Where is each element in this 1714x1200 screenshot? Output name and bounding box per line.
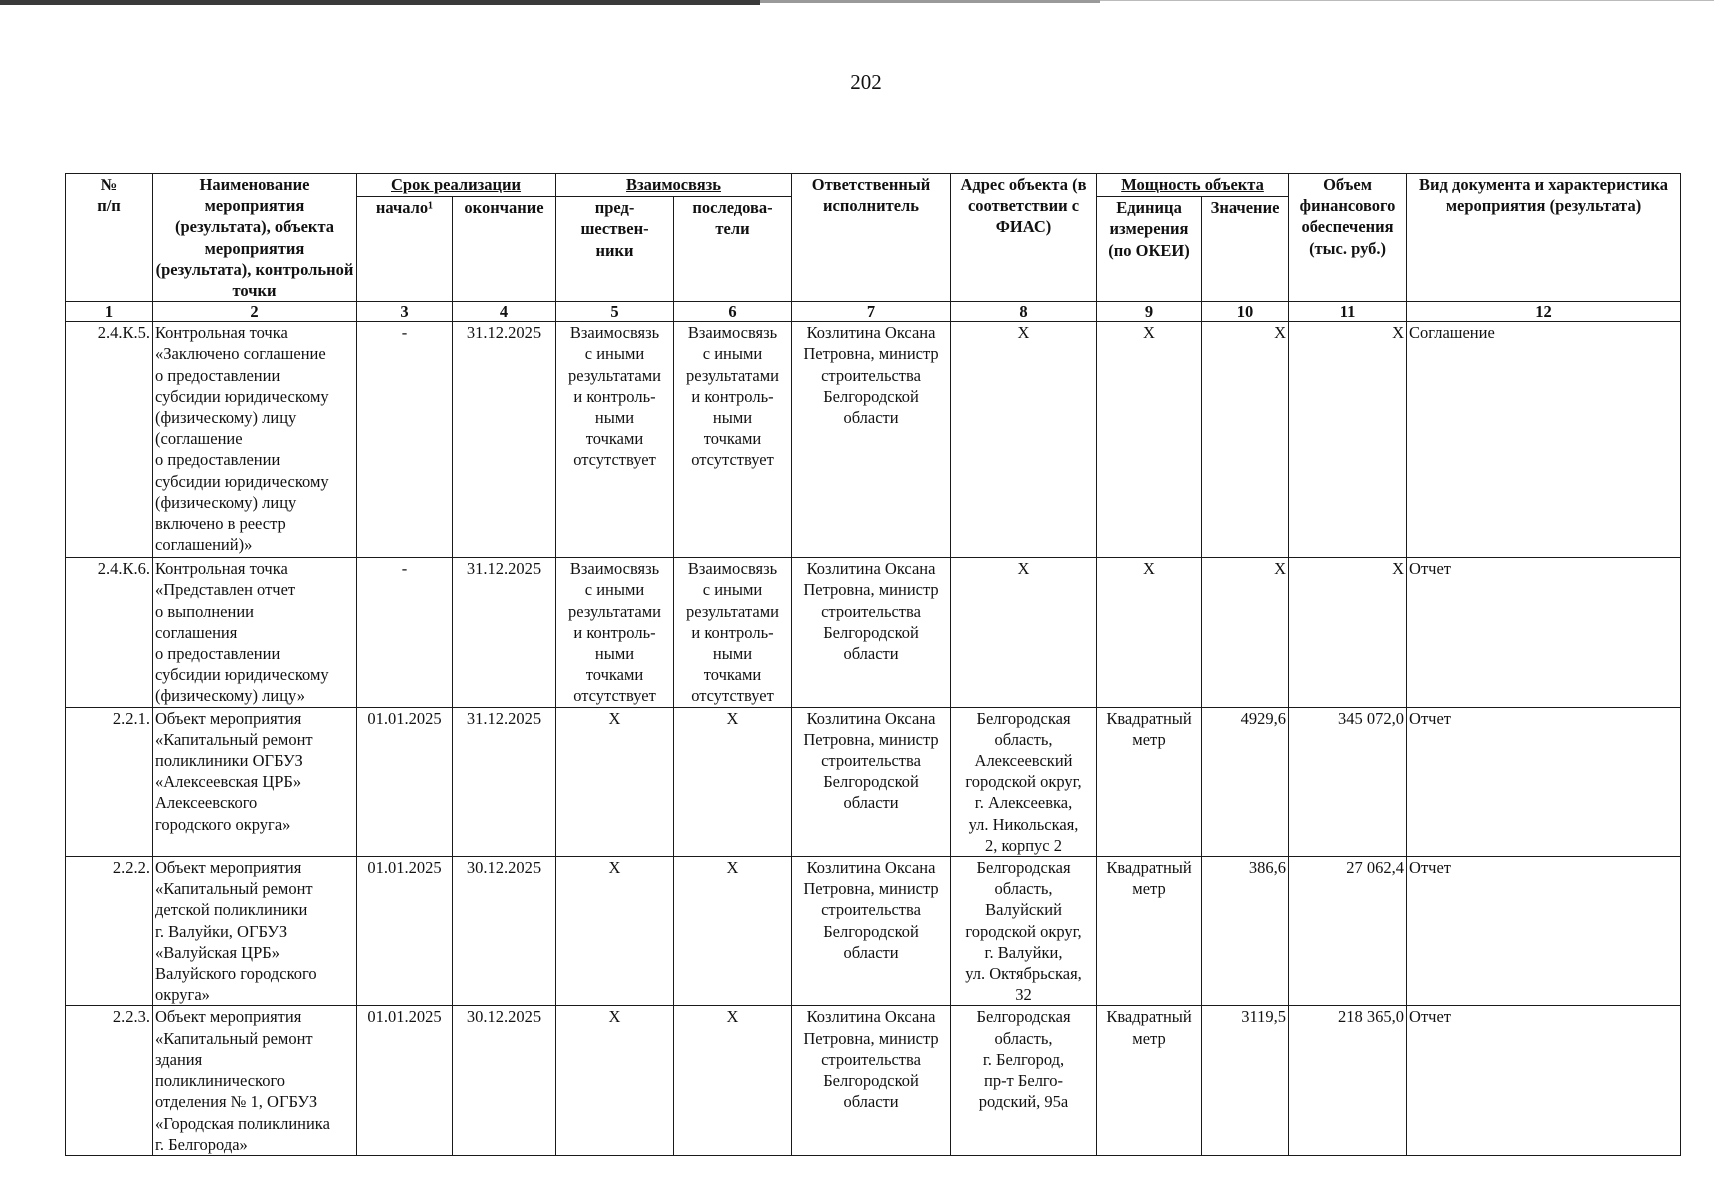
cell-value: Х [1202,558,1289,707]
cell-responsible: Козлитина Оксана Петровна, министр строительства Белгородской области [792,707,951,856]
header-start: начало¹ [357,197,453,302]
header-relation [556,174,792,197]
cell-start: 01.01.2025 [357,1006,453,1155]
table-row [66,857,1681,1006]
cell-start: 01.01.2025 [357,707,453,856]
cell-doc: Отчет [1407,1006,1681,1155]
cell-address: Белгородская область, Алексеевский городской округ, г. Алексеевка, ул. Никольская, 2, корпус 2 [951,707,1097,856]
cell-start: 01.01.2025 [357,857,453,1006]
page-number: 202 [850,70,882,94]
cell-pred: Взаимосвязь с иными результатами и контроль- ными точками отсутствует [556,558,674,707]
column-number: 12 [1407,302,1681,322]
header-unit: Единица измерения (по ОКЕИ) [1097,197,1202,302]
cell-unit: Квадратный метр [1097,857,1202,1006]
cell-responsible: Козлитина Оксана Петровна, министр строительства Белгородской области [792,1006,951,1155]
header-end: окончание [453,197,556,302]
cell-doc: Соглашение [1407,322,1681,558]
column-number: 3 [357,302,453,322]
cell-succ: Х [674,1006,792,1155]
column-number: 7 [792,302,951,322]
cell-end: 30.12.2025 [453,1006,556,1155]
cell-pred: Х [556,707,674,856]
header-responsible: Ответственный исполнитель [792,174,951,302]
header-capacity-label: Мощность объекта [1121,175,1264,194]
cell-pred: Х [556,1006,674,1155]
cell-start: - [357,558,453,707]
column-number: 6 [674,302,792,322]
header-term-label: Срок реализации [390,175,522,194]
cell-succ: Взаимосвязь с иными результатами и контроль- ными точками отсутствует [674,558,792,707]
cell-finance: 345 072,0 [1289,707,1407,856]
header-capacity [1097,174,1289,197]
cell-address: Белгородская область, г. Белгород, пр-т Белго- родский, 95а [951,1006,1097,1155]
column-number: 9 [1097,302,1202,322]
table-row [66,1006,1681,1155]
cell-unit: Квадратный метр [1097,1006,1202,1155]
cell-value: Х [1202,322,1289,558]
cell-address: Белгородская область, Валуйский городской округ, г. Валуйки, ул. Октябрьская, 32 [951,857,1097,1006]
column-number: 5 [556,302,674,322]
table-row [66,322,1681,558]
cell-address: Х [951,558,1097,707]
cell-unit: Х [1097,558,1202,707]
cell-finance: 218 365,0 [1289,1006,1407,1155]
cell-pred: Взаимосвязь с иными результатами и контроль- ными точками отсутствует [556,322,674,558]
column-number: 4 [453,302,556,322]
cell-responsible: Козлитина Оксана Петровна, министр строительства Белгородской области [792,857,951,1006]
cell-doc: Отчет [1407,857,1681,1006]
table-row [66,558,1681,707]
cell-end: 31.12.2025 [453,707,556,856]
cell-value: 386,6 [1202,857,1289,1006]
cell-value: 4929,6 [1202,707,1289,856]
column-number: 10 [1202,302,1289,322]
cell-name: Объект мероприятия «Капитальный ремонт поликлиники ОГБУЗ «Алексеевская ЦРБ» Алексеевского городского округа» [153,707,357,856]
cell-start: - [357,322,453,558]
cell-doc: Отчет [1407,558,1681,707]
cell-pred: Х [556,857,674,1006]
table-body [66,322,1681,1156]
cell-name: Объект мероприятия «Капитальный ремонт детской поликлиники г. Валуйки, ОГБУЗ «Валуйская ЦРБ» Валуйского городского округа» [153,857,357,1006]
header-succ: последова- тели [674,197,792,302]
header-pred: пред- шествен- ники [556,197,674,302]
cell-end: 31.12.2025 [453,322,556,558]
cell-unit: Х [1097,322,1202,558]
cell-unit: Квадратный метр [1097,707,1202,856]
cell-end: 30.12.2025 [453,857,556,1006]
cell-num: 2.2.1. [66,707,153,856]
cell-succ: Взаимосвязь с иными результатами и контроль- ными точками отсутствует [674,322,792,558]
cell-num: 2.4.К.5. [66,322,153,558]
column-number-row [66,302,1681,322]
cell-value: 3119,5 [1202,1006,1289,1155]
cell-name: Контрольная точка «Заключено соглашение о предоставлении субсидии юридическому (физическому) лицу (соглашение о предоставлении субсидии юридическому (физическому) лицу включено в реестр соглашений)» [153,322,357,558]
cell-succ: Х [674,857,792,1006]
column-number: 11 [1289,302,1407,322]
header-relation-label: Взаимосвязь [626,175,721,194]
cell-name: Контрольная точка «Представлен отчет о выполнении соглашения о предоставлении субсидии юридическому (физическому) лицу» [153,558,357,707]
header-value: Значение [1202,197,1289,302]
cell-succ: Х [674,707,792,856]
scan-top-edge [0,0,1714,6]
header-finance: Объем финансового обеспечения (тыс. руб.) [1289,174,1407,302]
column-number: 1 [66,302,153,322]
cell-end: 31.12.2025 [453,558,556,707]
cell-responsible: Козлитина Оксана Петровна, министр строительства Белгородской области [792,322,951,558]
header-num: № п/п [66,174,153,302]
cell-num: 2.2.3. [66,1006,153,1155]
header-address: Адрес объекта (в соответствии с ФИАС) [951,174,1097,302]
cell-finance: Х [1289,558,1407,707]
cell-responsible: Козлитина Оксана Петровна, министр строительства Белгородской области [792,558,951,707]
cell-name: Объект мероприятия «Капитальный ремонт здания поликлинического отделения № 1, ОГБУЗ «Городская поликлиника г. Белгорода» [153,1006,357,1155]
cell-finance: 27 062,4 [1289,857,1407,1006]
header-name: Наименование мероприятия (результата), объекта мероприятия (результата), контрольной точки [153,174,357,302]
cell-num: 2.4.К.6. [66,558,153,707]
cell-num: 2.2.2. [66,857,153,1006]
column-number: 2 [153,302,357,322]
column-number: 8 [951,302,1097,322]
header-doc: Вид документа и характеристика мероприятия (результата) [1407,174,1681,302]
cell-doc: Отчет [1407,707,1681,856]
cell-address: Х [951,322,1097,558]
header-term [357,174,556,197]
header-row-1 [66,174,1681,197]
cell-finance: Х [1289,322,1407,558]
table-row [66,707,1681,856]
plan-table [65,173,1681,1156]
